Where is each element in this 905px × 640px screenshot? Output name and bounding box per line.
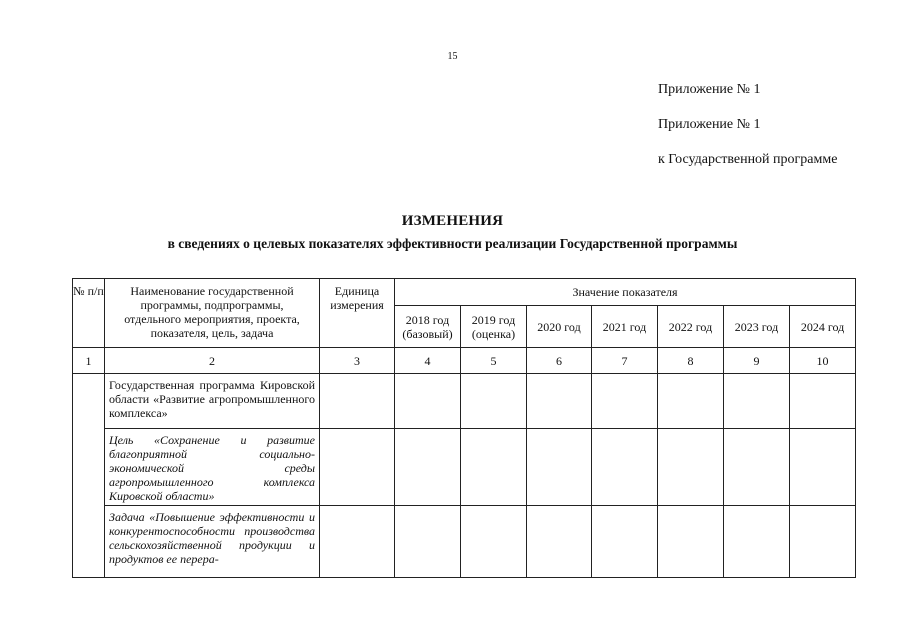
column-number: 3 xyxy=(320,348,395,374)
header-year: 2024 год xyxy=(790,306,856,348)
task-name-cell: Задача «Повышение эффективности и конкурентоспособности производства сельскохозяйственной продукции и продуктов ее перера- xyxy=(105,506,320,578)
empty-cell xyxy=(790,374,856,429)
column-number: 1 xyxy=(73,348,105,374)
document-subtitle: в сведениях о целевых показателях эффективности реализации Государственной программы xyxy=(167,236,738,251)
header-year: 2022 год xyxy=(658,306,724,348)
header-unit: Единица измерения xyxy=(320,279,395,348)
empty-cell xyxy=(320,374,395,429)
annex-label: Приложение № 1 xyxy=(658,82,761,97)
goal-name-cell: Цель «Сохранение и развитие благоприятной социально-экономической среды агропромышленного комплекса Кировской области» xyxy=(105,429,320,506)
empty-cell xyxy=(592,429,658,506)
column-number: 9 xyxy=(724,348,790,374)
empty-cell xyxy=(461,374,527,429)
column-number: 8 xyxy=(658,348,724,374)
header-value: Значение показателя xyxy=(395,279,856,306)
empty-cell xyxy=(790,429,856,506)
column-number: 7 xyxy=(592,348,658,374)
column-number: 2 xyxy=(105,348,320,374)
empty-cell xyxy=(527,429,592,506)
empty-cell xyxy=(658,374,724,429)
empty-cell xyxy=(724,429,790,506)
table-row xyxy=(73,374,856,429)
column-number: 10 xyxy=(790,348,856,374)
header-num: № п/п xyxy=(73,279,105,348)
empty-cell xyxy=(592,506,658,578)
annex-label-repeat: Приложение № 1 xyxy=(658,117,761,132)
empty-cell xyxy=(724,374,790,429)
empty-cell xyxy=(527,374,592,429)
header-row-top xyxy=(73,279,856,306)
empty-cell xyxy=(658,429,724,506)
empty-cell xyxy=(658,506,724,578)
column-number: 4 xyxy=(395,348,461,374)
document-title: ИЗМЕНЕНИЯ xyxy=(401,213,504,229)
empty-cell xyxy=(461,506,527,578)
header-year: 2019 год (оценка) xyxy=(461,306,527,348)
column-number: 5 xyxy=(461,348,527,374)
empty-cell xyxy=(320,429,395,506)
column-number-row xyxy=(73,348,856,374)
header-year: 2021 год xyxy=(592,306,658,348)
header-name: Наименование государственной программы, подпрограммы, отдельного мероприятия, проекта, показателя, цель, задача xyxy=(105,279,320,348)
empty-cell xyxy=(461,429,527,506)
header-year: 2023 год xyxy=(724,306,790,348)
header-year: 2020 год xyxy=(527,306,592,348)
empty-cell xyxy=(395,429,461,506)
table-row xyxy=(73,429,856,506)
empty-cell xyxy=(395,506,461,578)
program-name-cell: Государственная программа Кировской области «Развитие агропромышленного комплекса» xyxy=(105,374,320,429)
annex-reference: к Государственной программе xyxy=(658,152,838,167)
empty-cell xyxy=(592,374,658,429)
empty-cell xyxy=(395,374,461,429)
header-year: 2018 год (базовый) xyxy=(395,306,461,348)
column-number: 6 xyxy=(527,348,592,374)
empty-cell xyxy=(320,506,395,578)
empty-cell xyxy=(527,506,592,578)
page-number: 15 xyxy=(447,51,458,62)
table-row xyxy=(73,506,856,578)
row-num-cell xyxy=(73,374,105,578)
indicators-table xyxy=(72,278,856,578)
empty-cell xyxy=(790,506,856,578)
empty-cell xyxy=(724,506,790,578)
